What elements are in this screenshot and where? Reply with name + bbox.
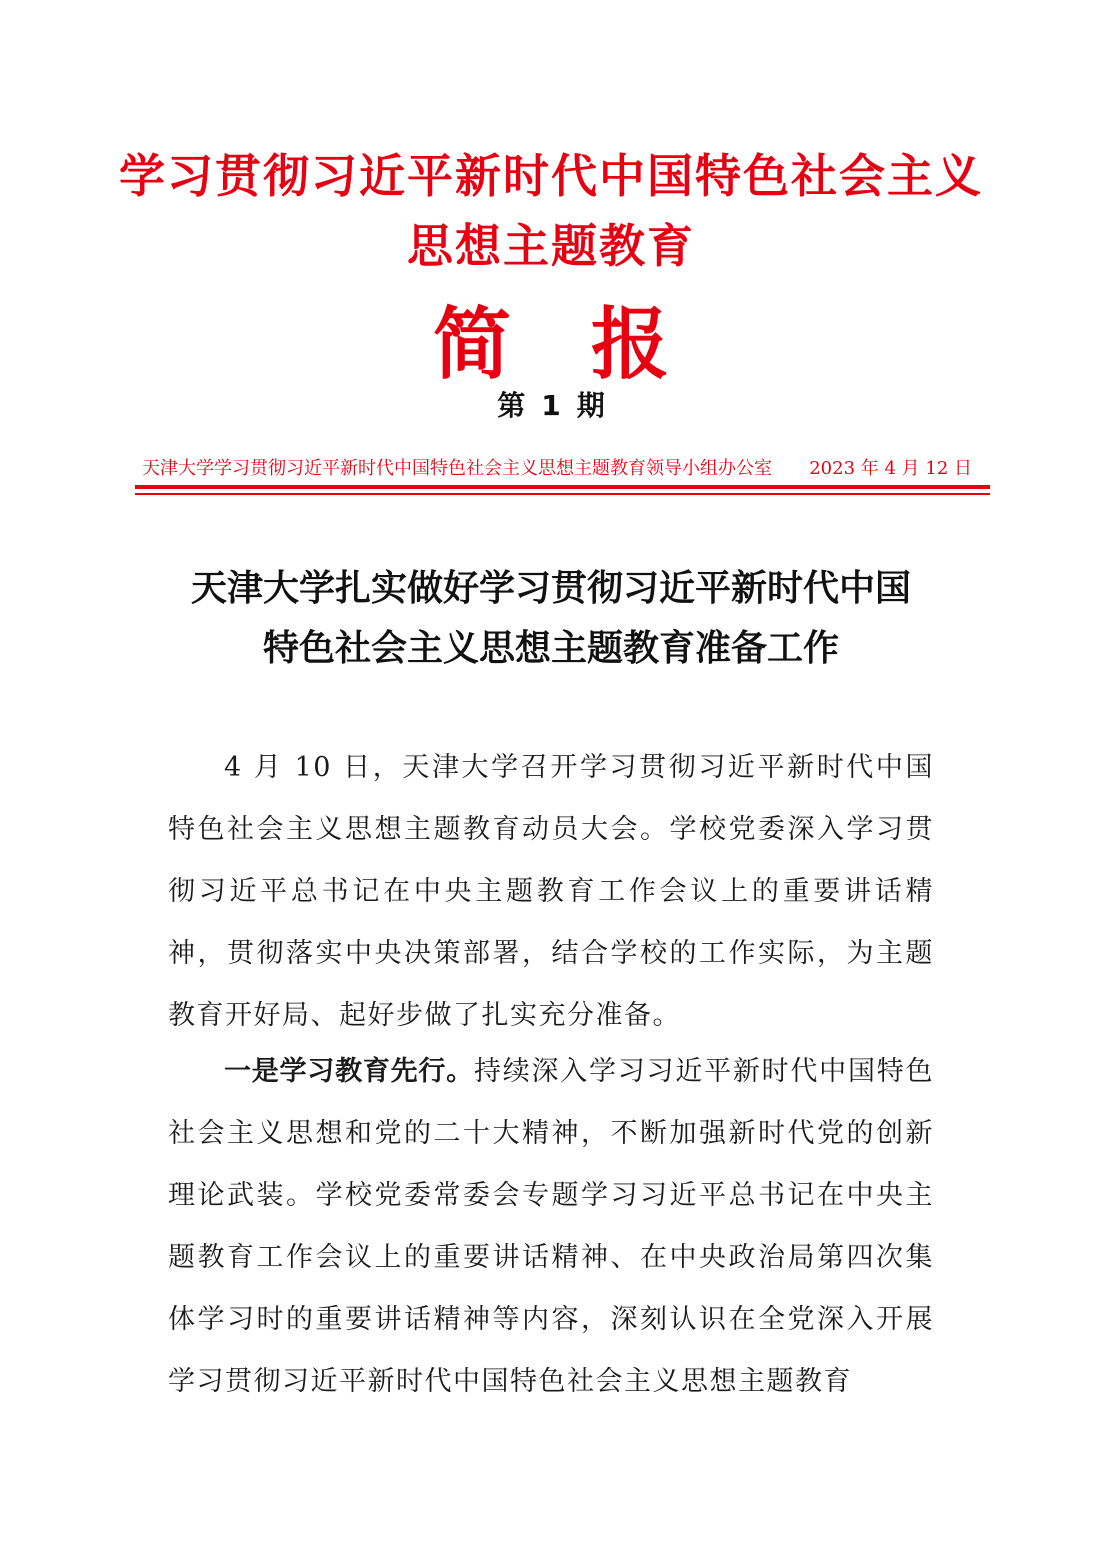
article-paragraph-2 <box>168 1041 934 1413</box>
masthead-bulletin-title: 简报 <box>432 300 749 390</box>
masthead-title-line1: 学习贯彻习近平新时代中国特色社会主义 <box>119 149 983 203</box>
issue-number <box>0 384 1102 424</box>
issue-suffix: 期 <box>576 389 605 422</box>
issuing-organization: 天津大学学习贯彻习近平新时代中国特色社会主义思想主题教育领导小组办公室 <box>142 458 772 479</box>
header-divider-thin <box>135 493 990 495</box>
article-title-line2: 特色社会主义思想主题教育准备工作 <box>262 627 839 669</box>
header-divider-thick <box>135 485 990 489</box>
article-title-line1: 天津大学扎实做好学习贯彻习近平新时代中国 <box>190 567 911 609</box>
issue-date: 2023 年 4 月 12 日 <box>809 458 972 479</box>
article-paragraph-1: 4 月 10 日，天津大学召开学习贯彻习近平新时代中国特色社会主义思想主题教育动员大会。学校党委深入学习贯彻习近平总书记在中央主题教育工作会议上的重要讲话精神，贯彻落实中央决策部署，结合学校的工作实际，为主题教育开好局、起好步做了扎实充分准备。 <box>168 752 934 1031</box>
issue-value: 1 <box>541 389 561 422</box>
masthead-title-line2: 思想主题教育 <box>407 219 695 273</box>
issue-prefix: 第 <box>497 389 526 422</box>
paragraph-body: 持续深入学习习近平新时代中国特色社会主义思想和党的二十大精神，不断加强新时代党的创新理论武装。学校党委常委会专题学习习近平总书记在中央主题教育工作会议上的重要讲话精神、在中央政治局第四次集体学习时的重要讲话精神等内容，深刻认识在全党深入开展学习贯彻习近平新时代中国特色社会主义思想主题教育 <box>168 1056 934 1397</box>
paragraph-lead-heading: 一是学习教育先行。 <box>224 1056 474 1087</box>
